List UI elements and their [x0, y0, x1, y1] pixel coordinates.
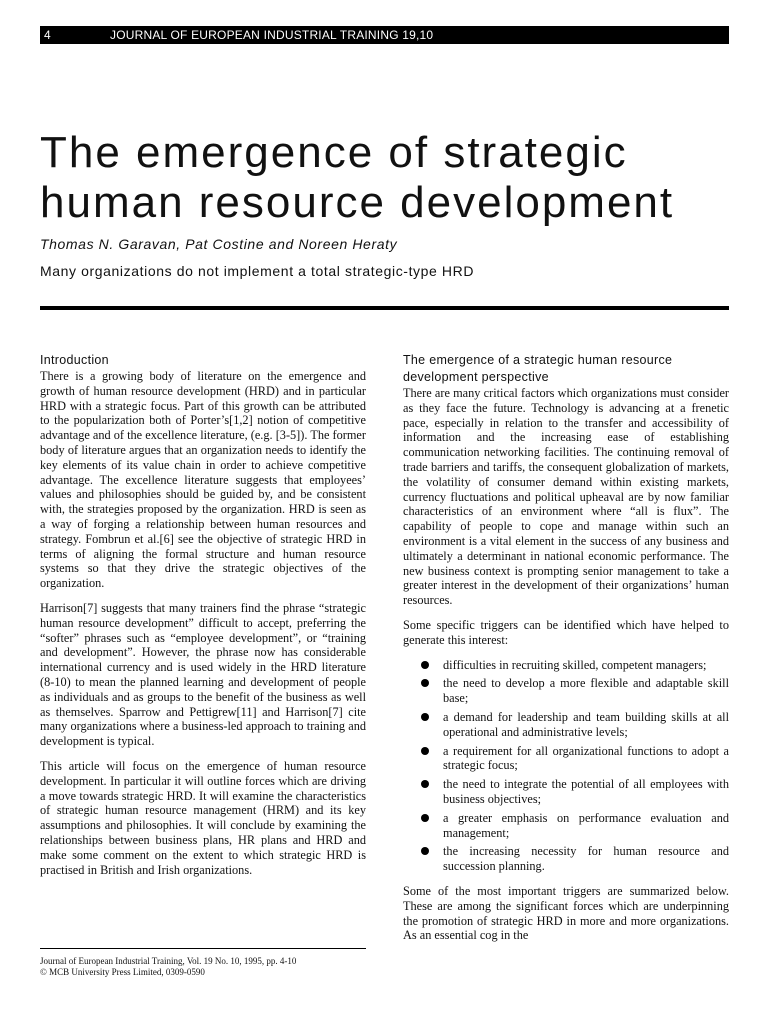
right-column — [403, 352, 729, 953]
list-item: the need to integrate the potential of all employees with business objectives; — [403, 777, 729, 807]
bullet-icon — [421, 661, 429, 669]
list-item: a requirement for all organizational functions to adopt a strategic focus; — [403, 744, 729, 774]
paragraph: Some specific triggers can be identified which have helped to generate this interest: — [403, 617, 729, 647]
list-item: a greater emphasis on performance evaluation and management; — [403, 811, 729, 841]
article-title — [40, 128, 740, 228]
bullet-icon — [421, 780, 429, 788]
bullet-icon — [421, 814, 429, 822]
citation-line: Journal of European Industrial Training, Vol. 19 No. 10, 1995, pp. 4-10 — [40, 956, 297, 966]
running-header — [40, 26, 729, 44]
page-number: 4 — [44, 28, 51, 42]
list-item: a demand for leadership and team building skills at all operational and administrative levels; — [403, 710, 729, 740]
triggers-list — [403, 658, 729, 874]
paragraph: This article will focus on the emergence of human resource development. In particular it will outline forces which are driving a move towards strategic HRD. It will examine the characteristics of strategic human resource management (HRM) and its key assumptions and philosophies. It will conclude by examining the relationships between business plans, HR plans and HRD and make some comment on the extent to which strategic HRD is practised in British and Irish organizations. — [40, 758, 366, 877]
paragraph: There is a growing body of literature on the emergence and growth of human resource development (HRD) and in particular HRD with a strategic focus. Part of this growth can be attributed to the popularization both of Porter’s[1,2] notion of competitive advantage and of the excellence literature, (e.g. [3-5]). The former body of literature argues that an organization needs to identify the key elements of its value chain in order to achieve competitive advantage. The excellence literature suggests that employees’ values and philosophies should be guided by, and be consistent with, the strategies proposed by the organization. HRD is seen as a way of forging a relationship between human resources and strategy. Fombrun et al.[6] see the objective of strategic HRD in terms of aligning the formal structure and human resource systems so that they drive the strategic objectives of the organization. — [40, 369, 366, 591]
list-item: difficulties in recruiting skilled, competent managers; — [403, 658, 729, 673]
title-line-2: human resource development — [40, 178, 675, 227]
journal-name: JOURNAL OF EUROPEAN INDUSTRIAL TRAINING 19,10 — [110, 28, 434, 42]
bullet-icon — [421, 679, 429, 687]
bullet-icon — [421, 713, 429, 721]
paragraph: Harrison[7] suggests that many trainers find the phrase “strategic human resource development” difficult to accept, preferring the “softer” phrases such as “employee development”, or “training and development”. However, the phrase now has considerable international currency and is used widely in the HRD literature (8-10) to mean the planned learning and development of people as individuals and as groups to the benefit of the business as well as themselves. Sparrow and Pettigrew[11] and Harrison[7] cite many organizations where a business-led approach to training and development is typical. — [40, 600, 366, 749]
list-item: the need to develop a more flexible and adaptable skill base; — [403, 676, 729, 706]
paragraph: There are many critical factors which organizations must consider as they face the future. Technology is advancing at a frenetic pace, especially in relation to the transfer and accessibility of information and the increasing ease of establishing communication networking facilities. The continuing removal of trade barriers and tariffs, the consequent globalization of markets, the volatility of consumer demand within existing markets, currency fluctuations and political upheaval are by now familiar characteristics of an environment where “all is flux”. The capability of people to cope and manage within such an environment is a vital element in the success of any business and ultimately a determinant in national economic performance. The new business context is prompting senior management to take a greater interest in the development of their organizations’ human resources. — [403, 386, 729, 608]
section-heading-introduction: Introduction — [40, 353, 109, 367]
title-line-1: The emergence of strategic — [40, 128, 628, 177]
standfirst: Many organizations do not implement a total strategic-type HRD — [40, 263, 475, 279]
citation-footnote — [40, 948, 366, 978]
title-rule — [40, 306, 729, 310]
left-column — [40, 352, 366, 887]
paragraph: Some of the most important triggers are summarized below. These are among the significant forces which are underpinning the promotion of strategic HRD in more and more organizations. As an essential cog in the — [403, 883, 729, 943]
section-heading-emergence: The emergence of a strategic human resource development perspective — [403, 353, 673, 384]
authors: Thomas N. Garavan, Pat Costine and Noreen Heraty — [40, 236, 398, 252]
list-item: the increasing necessity for human resource and succession planning. — [403, 844, 729, 874]
copyright-line: © MCB University Press Limited, 0309-0590 — [40, 967, 205, 977]
bullet-icon — [421, 747, 429, 755]
bullet-icon — [421, 847, 429, 855]
